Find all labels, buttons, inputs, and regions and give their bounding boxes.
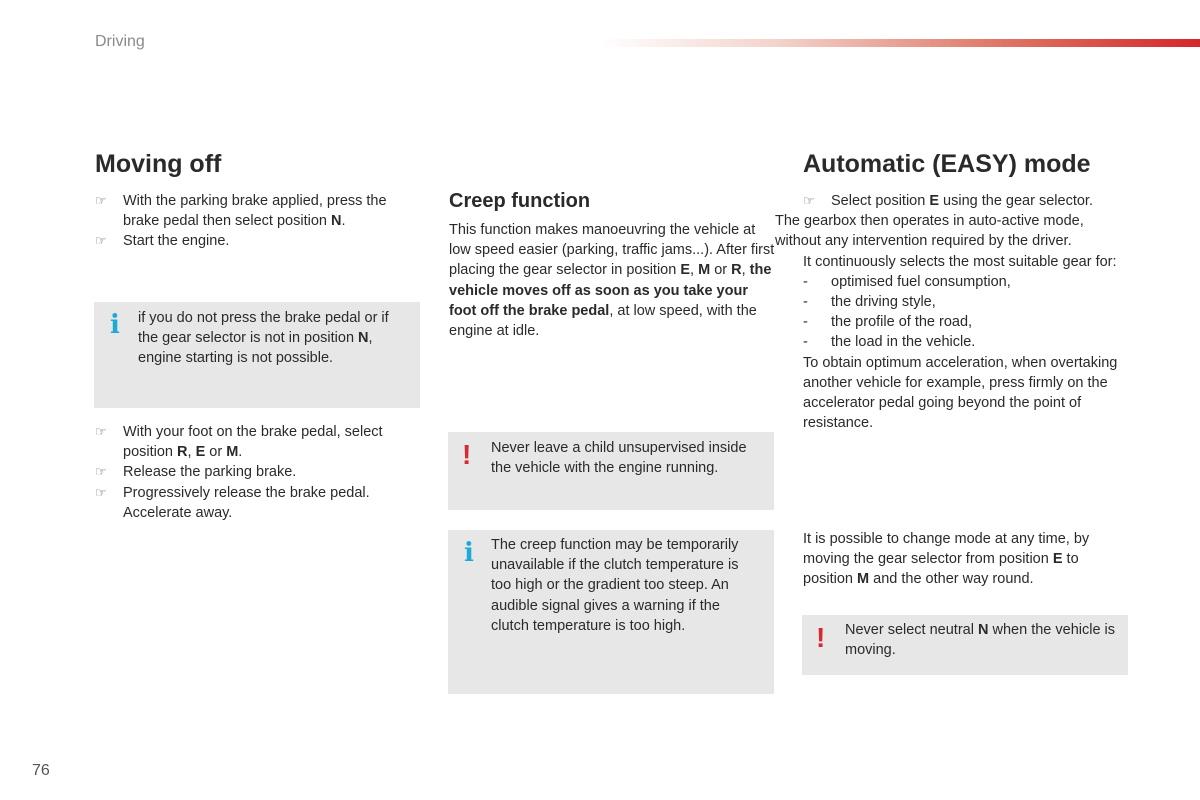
list-item-text: Select position E using the gear selector.	[831, 193, 1093, 209]
bold-text: M	[698, 262, 711, 279]
info-box-text: if you do not press the brake pedal or if the gear selector is not in position N, engine starting is not possible.	[138, 310, 389, 367]
bold-text: N	[330, 213, 342, 230]
list-item	[803, 312, 1119, 332]
bold-text: E	[1052, 551, 1063, 568]
dash-marker: -	[803, 314, 808, 331]
list-item-text: the driving style,	[831, 294, 936, 311]
warning-box-text: Never select neutral N when the vehicle is moving.	[845, 622, 1116, 659]
list-item-text: the profile of the road,	[831, 314, 973, 331]
bold-text: E	[195, 444, 206, 461]
dash-marker: -	[803, 334, 808, 351]
pointing-hand-icon: ☞	[95, 484, 107, 500]
list-item-text: Progressively release the brake pedal. Accelerate away.	[123, 484, 370, 521]
moving-off-steps-1	[95, 191, 415, 252]
pointing-hand-icon: ☞	[95, 424, 107, 439]
automatic-mode-body	[775, 191, 1119, 433]
list-item	[803, 272, 1119, 292]
list-item	[803, 332, 1119, 352]
moving-off-steps-2	[95, 422, 415, 523]
list-item	[803, 191, 1119, 211]
automatic-step	[803, 191, 1119, 211]
list-item	[803, 292, 1119, 312]
info-icon: i	[464, 538, 474, 568]
list-item-text: optimised fuel consumption,	[831, 273, 1011, 290]
bold-text: M	[857, 571, 870, 588]
list-item-text: the load in the vehicle.	[831, 334, 976, 351]
creep-warning-box	[448, 432, 774, 510]
warning-box-text: Never leave a child unsupervised inside the vehicle with the engine running.	[491, 440, 747, 477]
list-item-text: Start the engine.	[123, 233, 230, 250]
automatic-para-4: It is possible to change mode at any time, by moving the gear selector from position E to position M and the other way round.	[803, 531, 1090, 588]
header-accent-bar	[600, 39, 1200, 47]
dash-marker: -	[803, 273, 808, 290]
creep-function-title: Creep function	[449, 190, 591, 212]
list-item-text: With your foot on the brake pedal, select position R, E or M.	[123, 424, 383, 461]
list-item-text: Release the parking brake.	[123, 464, 297, 481]
list-item	[95, 231, 415, 251]
automatic-para-2: It continuously selects the most suitable gear for:	[803, 253, 1117, 270]
creep-function-text: This function makes manoeuvring the vehicle at low speed easier (parking, traffic jams...). After first placing the gear selector in position E, M or R, the vehicle moves off as soon as you take your foot off the brake pedal, at low speed, with the engine at idle.	[449, 222, 775, 340]
bold-text: E	[680, 262, 691, 279]
moving-off-title: Moving off	[95, 150, 222, 178]
pointing-hand-icon: ☞	[95, 233, 107, 249]
info-box-text: The creep function may be temporarily unavailable if the clutch temperature is too high or the gradient too steep. An audible signal gives a warning if the clutch temperature is too high.	[491, 537, 739, 634]
bold-text: N	[977, 622, 989, 638]
bold-text: E	[929, 193, 940, 209]
pointing-hand-icon: ☞	[95, 193, 107, 208]
list-item	[95, 462, 415, 482]
automatic-warning-box	[802, 615, 1128, 675]
list-item	[95, 483, 415, 523]
automatic-para-1: The gearbox then operates in auto-active mode, without any intervention required by the driver.	[775, 213, 1084, 250]
list-item	[95, 191, 415, 231]
moving-off-info-box	[94, 302, 420, 408]
pointing-hand-icon: ☞	[803, 193, 815, 208]
info-icon: i	[110, 310, 120, 340]
automatic-dash-list	[803, 272, 1119, 353]
bold-text: R	[177, 444, 188, 461]
warning-icon: !	[462, 439, 472, 470]
creep-info-box	[448, 530, 774, 694]
automatic-mode-title: Automatic (EASY) mode	[803, 150, 1091, 178]
bold-text: M	[226, 444, 239, 461]
automatic-para-3: To obtain optimum acceleration, when overtaking another vehicle for example, press firmly on the accelerator pedal going beyond the point of resistance.	[803, 354, 1118, 432]
list-item-text: With the parking brake applied, press the brake pedal then select position N.	[123, 193, 387, 230]
bold-text: R	[731, 262, 742, 279]
bold-text: the vehicle moves off as soon as you take your foot off the brake pedal	[449, 262, 772, 319]
dash-marker: -	[803, 294, 808, 311]
section-label: Driving	[95, 33, 145, 50]
warning-icon: !	[816, 622, 826, 653]
bold-text: N	[358, 330, 369, 347]
list-item	[95, 422, 415, 462]
page-number: 76	[32, 762, 50, 779]
pointing-hand-icon: ☞	[95, 464, 107, 480]
